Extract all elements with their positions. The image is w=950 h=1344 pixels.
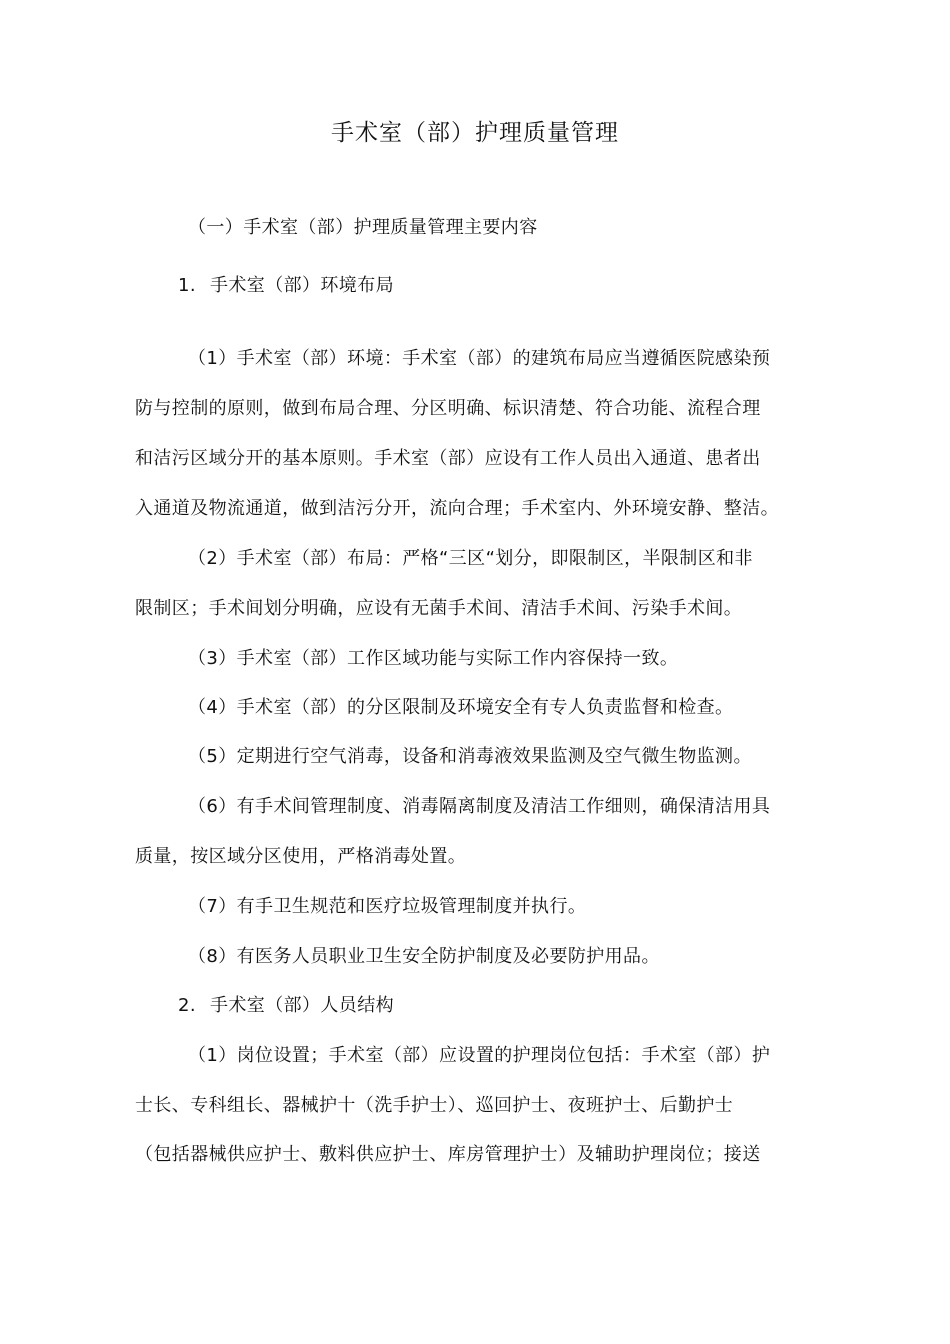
subsection-heading-environment bbox=[178, 270, 394, 302]
paragraph-line: （6）有手术间管理制度、消毒隔离制度及清洁工作细则，确保清洁用具 bbox=[188, 796, 771, 817]
paragraph-line: （8）有医务人员职业卫生安全防护制度及必要防护用品。 bbox=[188, 946, 660, 967]
paragraph-line: （3）手术室（部）工作区域功能与实际工作内容保持一致。 bbox=[188, 648, 679, 669]
paragraph-line: （1）手术室（部）环境：手术室（部）的建筑布局应当遵循医院感染预 bbox=[188, 348, 771, 369]
paragraph-line: 防与控制的原则，做到布局合理、分区明确、标识清楚、符合功能、流程合理 bbox=[135, 398, 761, 419]
subsection-text: 手术室（部）人员结构 bbox=[210, 995, 394, 1016]
document-title: 手术室（部）护理质量管理 bbox=[331, 120, 619, 146]
paragraph-line: （5）定期进行空气消毒，设备和消毒液效果监测及空气微生物监测。 bbox=[188, 746, 752, 767]
paragraph-line: 限制区；手术间划分明确，应设有无菌手术间、清洁手术间、污染手术间。 bbox=[135, 598, 743, 619]
subsection-number: 1. bbox=[178, 275, 196, 296]
subsection-text: 手术室（部）环境布局 bbox=[210, 275, 394, 296]
paragraph-line: （4）手术室（部）的分区限制及环境安全有专人负责监督和检查。 bbox=[188, 697, 734, 718]
paragraph-line: （1）岗位设置；手术室（部）应设置的护理岗位包括：手术室（部）护 bbox=[188, 1045, 771, 1066]
paragraph-line: （包括器械供应护士、敷料供应护士、库房管理护士）及辅助护理岗位；接送 bbox=[135, 1144, 761, 1165]
section-heading: （一）手术室（部）护理质量管理主要内容 bbox=[188, 217, 538, 238]
paragraph-line: 和洁污区域分开的基本原则。手术室（部）应设有工作人员出入通道、患者出 bbox=[135, 448, 761, 469]
paragraph-line: 入通道及物流通道，做到洁污分开，流向合理；手术室内、外环境安静、整洁。 bbox=[135, 498, 779, 519]
subsection-number: 2. bbox=[178, 995, 196, 1016]
paragraph-line: （7）有手卫生规范和医疗垃圾管理制度并执行。 bbox=[188, 896, 587, 917]
paragraph-line: （2）手术室（部）布局：严格“三区“划分，即限制区，半限制区和非 bbox=[188, 548, 753, 569]
paragraph-line: 质量，按区域分区使用，严格消毒处置。 bbox=[135, 846, 467, 867]
paragraph-line: 士长、专科组长、器械护十（洗手护士）、巡回护士、夜班护士、后勤护士 bbox=[135, 1095, 734, 1116]
subsection-heading-staff bbox=[178, 990, 394, 1022]
